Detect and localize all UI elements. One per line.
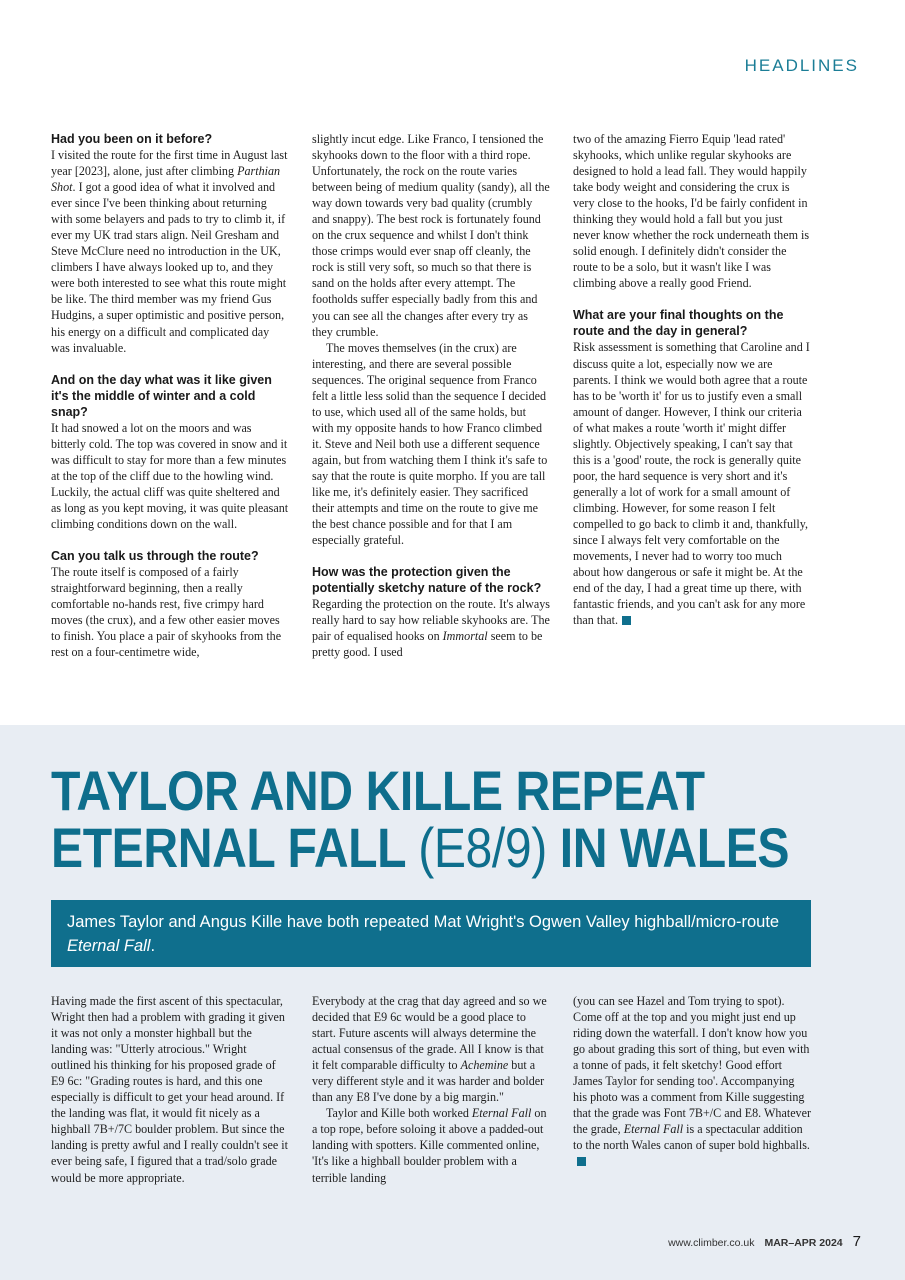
answer-paragraph: Risk assessment is something that Caroline and I discuss quite a lot, especially now we are parents. I think we would both agree that a route has to be 'worth it' for us to justify even a small amount of danger. However, I think our criteria of what makes a route 'worth it' might differ slightly. Objectively speaking, I can't say that this is a 'good' route, the rock is generally quite poor, the hard sequence is very short and it's generally a lot of work for a small amount of climbing. However, for some reason I felt compelled to go back to climb it and, thankfully, since I always felt very comfortable on the movements, I never had to worry too much about how dangerous or safe it might be. At the end of the day, I had a great time up there, with fantastic friends, and you can't ask for any more than that. (573, 340, 810, 628)
interview-columns (51, 131, 811, 660)
question-heading: And on the day what was it like given it's the middle of winter and a cold snap? (51, 372, 272, 419)
answer-paragraph: Regarding the protection on the route. It's always really hard to say how reliable skyhooks are. The pair of equalised hooks on Immortal seem to be pretty good. I used (312, 597, 550, 660)
section-label: HEADLINES (744, 56, 859, 75)
body-paragraph: Taylor and Kille both worked Eternal Fall on a top rope, before soloing it above a padded-out landing with spotters. Kille commented online, 'It's like a highball boulder problem with a terrible landing (312, 1106, 547, 1185)
end-of-article-mark (577, 1157, 586, 1166)
standfirst-box: James Taylor and Angus Kille have both repeated Mat Wright's Ogwen Valley highball/micro-route Eternal Fall. (51, 900, 811, 967)
end-of-article-mark (622, 616, 631, 625)
question-heading: What are your final thoughts on the route and the day in general? (573, 308, 784, 339)
news-column-1 (51, 993, 289, 1186)
interview-column-3 (573, 131, 811, 660)
body-paragraph: The moves themselves (in the crux) are interesting, and there are several possible sequences. The original sequence from Franco felt a little less solid than the sequence I decided to use, which used all of the same holds, but with my opposite hands to how Franco climbed it. Steve and Neil both use a different sequence again, but from watching them I think it's safe to say that the route is quite morpho. If you are tall like me, it's definitely easier. They sacrificed their attempts and time on the route to give me the best chance possible and for that I am especially grateful. (312, 340, 548, 548)
answer-paragraph: I visited the route for the first time in August last year [2023], alone, just after climbing Parthian Shot. I got a good idea of what it involved and ever since I've been thinking about returning with some belayers and pads to try to climb it, if ever my UK trad stars align. Neil Gresham and Steve McClure need no introduction in the UK, climbers I have always looked up to, and they were both interested to see what this route might be like. The third member was my friend Gus Hudgins, a super optimistic and positive person, his energy on a difficult and complicated day was invaluable. (51, 148, 288, 355)
footer-issue: MAR–APR 2024 (764, 1237, 843, 1249)
footer-url[interactable]: www.climber.co.uk (668, 1237, 755, 1249)
news-column-3 (573, 993, 811, 1186)
headline-grade: (E8/9) (418, 816, 547, 879)
body-paragraph: Everybody at the crag that day agreed and so we decided that E9 6c would be a good place to start. Future ascents will always determine the actual consensus of the grade. All I know is that it felt comparable difficulty to Achemine but a very different style and it was harder and bolder than any E8 I've done by a big margin." (312, 994, 547, 1105)
question-heading: Had you been on it before? (51, 132, 213, 146)
body-paragraph: Having made the first ascent of this spectacular, Wright then had a problem with grading it given it was not only a monster highball but the landing was: "Utterly atrocious." Wright outlined his thinking for his proposed grade of E9 6c: "Grading routes is hard, and this one especially is difficult to get your head around. If the landing was flat, it would fit nicely as a highball 7B+/7C boulder problem. But since the landing is pretty awful and I really couldn't see it ever being safe, I figured that a trad/solo grade would be more appropriate. (51, 994, 288, 1185)
news-columns (51, 993, 811, 1186)
page-footer (668, 1233, 861, 1250)
news-column-2 (312, 993, 550, 1186)
news-headline: TAYLOR AND KILLE REPEAT ETERNAL FALL (E8/9) IN WALES (51, 759, 790, 879)
question-heading: How was the protection given the potentially sketchy nature of the rock? (312, 565, 542, 596)
body-paragraph: two of the amazing Fierro Equip 'lead rated' skyhooks, which unlike regular skyhooks are designed to hold a lead fall. They would happily take body weight and considering the crux is very close to the hooks, I'd be fairly confident in thinking they would hold a fall but you just never know whether the rock underneath them is solid enough. I definitely didn't consider the route to be a solo, but it wasn't like I was climbing above a really good Friend. (573, 132, 810, 291)
body-paragraph: slightly incut edge. Like Franco, I tensioned the skyhooks down to the floor with a third rope. Unfortunately, the rock on the route varies between being of medium quality (sandy), all the way down towards very bad quality (crumbly and snappy). The best rock is fortunately found on the crux sequence and whilst I don't think those crimps would ever snap off cleanly, the rock is still very soft, so much so that there is sand on the holds after every attempt. The footholds suffer especially badly from this and you can see all the changes after every try as they crumble. (312, 132, 550, 339)
answer-paragraph: It had snowed a lot on the moors and was bitterly cold. The top was covered in snow and it was difficult to stay for more than a few minutes at the top of the cliff due to the howling wind. Luckily, the actual cliff was quite sheltered and as long as you kept moving, it was quite pleasant climbing conditions down on the wall. (51, 420, 289, 531)
body-paragraph: (you can see Hazel and Tom trying to spot). Come off at the top and you might just end up riding down the waterfall. I don't know how you go about grading this sort of thing, but even with a tonne of pads, it felt sketchy! Good effort James Taylor for sending too'. Accompanying his photo was a comment from Kille suggesting that the grade was Font 7B+/C and E8. Whatever the grade, Eternal Fall is a spectacular addition to the north Wales canon of super bold highballs. (573, 993, 811, 1170)
answer-paragraph: The route itself is composed of a fairly straightforward beginning, then a really comfortable no-hands rest, five crimpy hard moves (the crux), and a few other easier moves to finish. You place a pair of skyhooks from the rest on a four-centimetre wide, (51, 564, 282, 660)
interview-column-1 (51, 131, 289, 660)
interview-column-2 (312, 131, 550, 660)
question-heading: Can you talk us through the route? (51, 548, 259, 563)
page-number: 7 (852, 1233, 861, 1250)
